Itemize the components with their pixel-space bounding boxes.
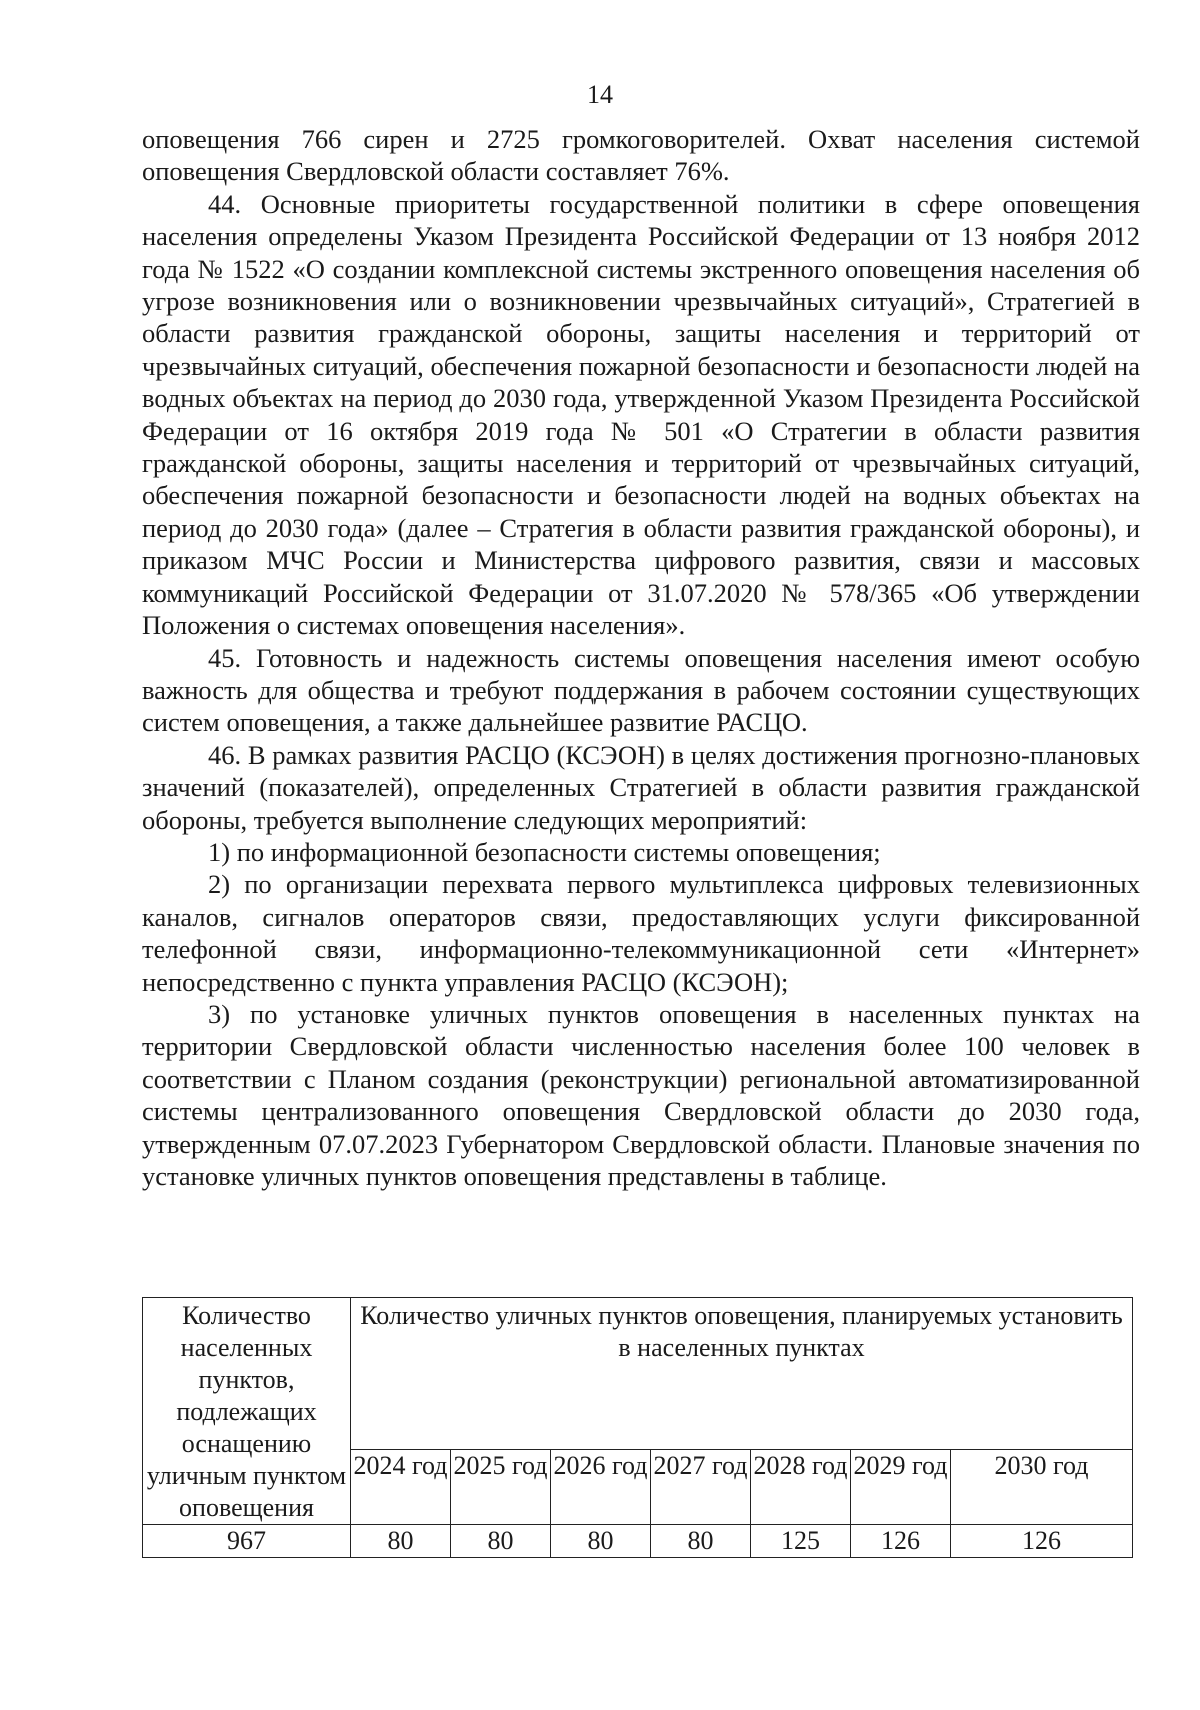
year-header: 2025 год bbox=[451, 1450, 551, 1525]
value-cell: 80 bbox=[451, 1525, 551, 1558]
year-header: 2024 год bbox=[351, 1450, 451, 1525]
paragraph: 46. В рамках развития РАСЦО (КСЭОН) в целях достижения прогнозно-плановых значений (показателей), определенных Стратегией в области развития гражданской обороны, требуется выполнение следующих мероприятий: bbox=[142, 739, 1140, 835]
total-settlements-cell: 967 bbox=[143, 1525, 351, 1558]
year-header: 2026 год bbox=[551, 1450, 651, 1525]
page-number: 14 bbox=[587, 80, 613, 109]
year-header: 2027 год bbox=[651, 1450, 751, 1525]
year-header: 2030 год bbox=[951, 1450, 1133, 1525]
paragraph: 45. Готовность и надежность системы оповещения населения имеют особую важность для общества и требуют поддержания в рабочем состоянии существующих систем оповещения, а также дальнейшее развитие РАСЦО. bbox=[142, 642, 1140, 738]
body-text bbox=[142, 123, 1140, 1192]
paragraph: 3) по установке уличных пунктов оповещения в населенных пунктах на территории Свердловской области численностью населения более 100 человек в соответствии с Планом создания (реконструкции) региональной автоматизированной системы централизованного оповещения Свердловской области до 2030 года, утвержденным 07.07.2023 Губернатором Свердловской области. Плановые значения по установке уличных пунктов оповещения представлены в таблице. bbox=[142, 998, 1140, 1191]
paragraph: 44. Основные приоритеты государственной политики в сфере оповещения населения определены Указом Президента Российской Федерации от 13 ноября 2012 года № 1522 «О создании комплексной системы экстренного оповещения населения об угрозе возникновения или о возникновении чрезвычайных ситуаций», Стратегией в области развития гражданской обороны, защиты населения и территорий от чрезвычайных ситуаций, обеспечения пожарной безопасности и безопасности людей на водных объектах на период до 2030 года, утвержденной Указом Президента Российской Федерации от 16 октября 2019 года № 501 «О Стратегии в области развития гражданской обороны, защиты населения и территорий от чрезвычайных ситуаций, обеспечения пожарной безопасности и безопасности людей на водных объектах на период до 2030 года» (далее – Стратегия в области развития гражданской обороны), и приказом МЧС России и Министерства цифрового развития, связи и массовых коммуникаций Российской Федерации от 31.07.2020 № 578/365 «Об утверждении Положения о системах оповещения населения». bbox=[142, 188, 1140, 641]
group-header: Количество уличных пунктов оповещения, планируемых установить в населенных пунктах bbox=[351, 1298, 1133, 1450]
col-header-settlements: Количество населенных пунктов, подлежащих оснащению уличным пунктом оповещения bbox=[143, 1298, 351, 1525]
plan-table bbox=[142, 1297, 1133, 1558]
table-header-row bbox=[143, 1298, 1133, 1450]
value-cell: 125 bbox=[751, 1525, 851, 1558]
value-cell: 80 bbox=[351, 1525, 451, 1558]
value-cell: 80 bbox=[551, 1525, 651, 1558]
year-header: 2028 год bbox=[751, 1450, 851, 1525]
value-cell: 126 bbox=[851, 1525, 951, 1558]
paragraph: оповещения 766 сирен и 2725 громкоговорителей. Охват населения системой оповещения Свердловской области составляет 76%. bbox=[142, 124, 1140, 187]
value-cell: 126 bbox=[951, 1525, 1133, 1558]
value-cell: 80 bbox=[651, 1525, 751, 1558]
paragraph: 1) по информационной безопасности системы оповещения; bbox=[208, 836, 881, 867]
paragraph: 2) по организации перехвата первого мультиплекса цифровых телевизионных каналов, сигналов операторов связи, предоставляющих услуги фиксированной телефонной связи, информационно-телекоммуникационной сети «Интернет» непосредственно с пункта управления РАСЦО (КСЭОН); bbox=[142, 869, 1140, 997]
year-header: 2029 год bbox=[851, 1450, 951, 1525]
plan-table-container bbox=[142, 1297, 1132, 1558]
table-row bbox=[143, 1525, 1133, 1558]
